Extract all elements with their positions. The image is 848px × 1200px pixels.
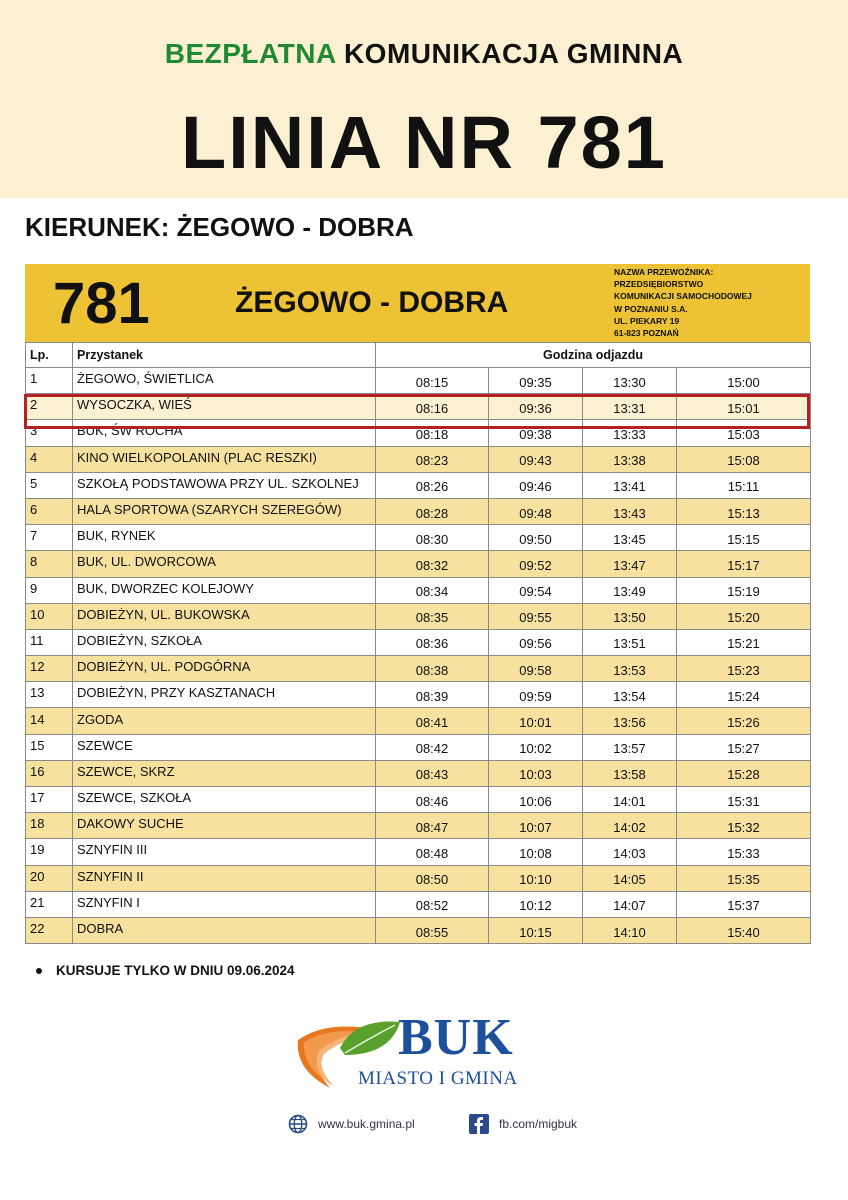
departure-time: 15:15 — [677, 525, 811, 551]
departure-time: 08:28 — [376, 498, 489, 524]
departure-time: 13:57 — [583, 734, 677, 760]
stop-name: BUK, RYNEK — [73, 525, 376, 551]
row-number: 15 — [26, 734, 73, 760]
departure-time: 08:30 — [376, 525, 489, 551]
stop-name: BUK, DWORZEC KOLEJOWY — [73, 577, 376, 603]
departure-time: 14:07 — [583, 891, 677, 917]
carrier-info — [614, 266, 752, 339]
table-row — [26, 446, 811, 472]
stop-name: KINO WIELKOPOLANIN (PLAC RESZKI) — [73, 446, 376, 472]
free-label: BEZPŁATNA — [164, 38, 336, 69]
departure-time: 09:35 — [489, 368, 583, 394]
logo-subtitle: MIASTO I GMINA — [358, 1068, 518, 1089]
carrier-line: PRZEDSIĘBIORSTWO — [614, 279, 704, 290]
departure-time: 09:59 — [489, 682, 583, 708]
facebook-icon — [469, 1114, 489, 1134]
departure-time: 15:17 — [677, 551, 811, 577]
table-row — [26, 760, 811, 786]
departure-time: 08:39 — [376, 682, 489, 708]
departure-time: 08:32 — [376, 551, 489, 577]
departure-time: 08:41 — [376, 708, 489, 734]
stop-name: DOBIEŻYN, UL. BUKOWSKA — [73, 603, 376, 629]
departure-time: 15:27 — [677, 734, 811, 760]
departure-time: 15:00 — [677, 368, 811, 394]
departure-time: 13:53 — [583, 656, 677, 682]
departure-time: 15:26 — [677, 708, 811, 734]
table-row — [26, 839, 811, 865]
departure-time: 13:30 — [583, 368, 677, 394]
departure-time: 08:50 — [376, 865, 489, 891]
row-number: 22 — [26, 917, 73, 943]
row-number: 20 — [26, 865, 73, 891]
departure-time: 15:20 — [677, 603, 811, 629]
departure-time: 09:36 — [489, 394, 583, 420]
logo-name: BUK — [398, 1009, 514, 1066]
page-title: LINIA NR 781 — [181, 101, 667, 184]
facebook-link[interactable] — [469, 1114, 577, 1134]
departure-time: 13:58 — [583, 760, 677, 786]
departure-time: 15:11 — [677, 472, 811, 498]
departure-time: 13:43 — [583, 498, 677, 524]
carrier-line: UL. PIEKARY 19 — [614, 315, 680, 326]
departure-time: 09:52 — [489, 551, 583, 577]
page-subtitle — [0, 38, 848, 70]
departure-time: 09:50 — [489, 525, 583, 551]
carrier-line: KOMUNIKACJI SAMOCHODOWEJ — [614, 291, 752, 302]
table-row — [26, 420, 811, 446]
line-number: 781 — [53, 271, 150, 336]
table-row — [26, 708, 811, 734]
departure-time: 13:33 — [583, 420, 677, 446]
departure-time: 13:41 — [583, 472, 677, 498]
departure-time: 14:10 — [583, 917, 677, 943]
row-number: 4 — [26, 446, 73, 472]
departure-time: 10:15 — [489, 917, 583, 943]
departure-time: 09:43 — [489, 446, 583, 472]
table-row — [26, 603, 811, 629]
departure-time: 15:03 — [677, 420, 811, 446]
departure-time: 15:28 — [677, 760, 811, 786]
departure-time: 15:23 — [677, 656, 811, 682]
stop-name: DOBIEŻYN, PRZY KASZTANACH — [73, 682, 376, 708]
departure-time: 08:46 — [376, 787, 489, 813]
table-row — [26, 787, 811, 813]
carrier-line: NAZWA PRZEWOŹNIKA: — [614, 267, 714, 277]
table-row — [26, 917, 811, 943]
departure-time: 13:49 — [583, 577, 677, 603]
departure-time: 08:16 — [376, 394, 489, 420]
departure-time: 14:02 — [583, 813, 677, 839]
departure-time: 09:48 — [489, 498, 583, 524]
departure-time: 14:03 — [583, 839, 677, 865]
column-header-row — [26, 343, 811, 368]
stop-name: HALA SPORTOWA (SZARYCH SZEREGÓW) — [73, 498, 376, 524]
departure-time: 08:43 — [376, 760, 489, 786]
departure-time: 10:10 — [489, 865, 583, 891]
departure-time: 15:21 — [677, 629, 811, 655]
stop-name: SZKOŁĄ PODSTAWOWA PRZY UL. SZKOLNEJ — [73, 472, 376, 498]
departure-time: 13:51 — [583, 629, 677, 655]
header-banner — [0, 0, 848, 198]
departure-time: 14:01 — [583, 787, 677, 813]
timetable-grid — [25, 342, 811, 944]
departure-time: 15:24 — [677, 682, 811, 708]
col-times: Godzina odjazdu — [376, 343, 811, 368]
row-number: 1 — [26, 368, 73, 394]
row-number: 19 — [26, 839, 73, 865]
departure-time: 08:26 — [376, 472, 489, 498]
timetable-header — [25, 264, 810, 342]
stop-name: SZNYFIN III — [73, 839, 376, 865]
table-row — [26, 891, 811, 917]
stop-name: SZEWCE, SKRZ — [73, 760, 376, 786]
row-number: 2 — [26, 394, 73, 420]
departure-time: 10:12 — [489, 891, 583, 917]
table-row — [26, 368, 811, 394]
departure-time: 13:54 — [583, 682, 677, 708]
stop-name: SZEWCE, SZKOŁA — [73, 787, 376, 813]
direction-label: KIERUNEK: ŻEGOWO - DOBRA — [25, 212, 414, 242]
departure-time: 08:23 — [376, 446, 489, 472]
globe-icon — [288, 1114, 308, 1134]
departure-time: 15:40 — [677, 917, 811, 943]
table-row — [26, 525, 811, 551]
carrier-line: 61-823 POZNAŃ — [614, 328, 679, 339]
communication-label: KOMUNIKACJA GMINNA — [343, 38, 684, 69]
facebook-text: fb.com/migbuk — [499, 1117, 578, 1131]
table-row — [26, 813, 811, 839]
table-row — [26, 498, 811, 524]
departure-time: 15:31 — [677, 787, 811, 813]
stop-name: DAKOWY SUCHE — [73, 813, 376, 839]
table-row — [26, 682, 811, 708]
stop-name: DOBRA — [73, 917, 376, 943]
departure-time: 10:01 — [489, 708, 583, 734]
departure-time: 15:19 — [677, 577, 811, 603]
departure-time: 15:32 — [677, 813, 811, 839]
stop-name: DOBIEŻYN, UL. PODGÓRNA — [73, 656, 376, 682]
departure-time: 13:56 — [583, 708, 677, 734]
row-number: 17 — [26, 787, 73, 813]
departure-time: 10:06 — [489, 787, 583, 813]
departure-time: 09:55 — [489, 603, 583, 629]
departure-time: 10:08 — [489, 839, 583, 865]
departure-time: 13:47 — [583, 551, 677, 577]
row-number: 11 — [26, 629, 73, 655]
stop-name: DOBIEŻYN, SZKOŁA — [73, 629, 376, 655]
departure-time: 08:42 — [376, 734, 489, 760]
row-number: 13 — [26, 682, 73, 708]
departure-time: 15:08 — [677, 446, 811, 472]
row-number: 5 — [26, 472, 73, 498]
stop-name: ZGODA — [73, 708, 376, 734]
bullet-icon — [36, 968, 42, 974]
departure-time: 14:05 — [583, 865, 677, 891]
departure-time: 08:36 — [376, 629, 489, 655]
table-row — [26, 865, 811, 891]
table-row — [26, 734, 811, 760]
departure-time: 09:46 — [489, 472, 583, 498]
departure-time: 10:07 — [489, 813, 583, 839]
row-number: 7 — [26, 525, 73, 551]
row-number: 18 — [26, 813, 73, 839]
stop-name: BUK, ŚW ROCHA — [73, 420, 376, 446]
departure-time: 08:48 — [376, 839, 489, 865]
note-text: KURSUJE TYLKO W DNIU 09.06.2024 — [56, 963, 295, 978]
departure-time: 13:50 — [583, 603, 677, 629]
table-row — [26, 394, 811, 420]
departure-time: 15:13 — [677, 498, 811, 524]
timetable — [25, 264, 810, 944]
website-link[interactable] — [288, 1114, 415, 1134]
departure-time: 15:35 — [677, 865, 811, 891]
row-number: 10 — [26, 603, 73, 629]
row-number: 12 — [26, 656, 73, 682]
row-number: 3 — [26, 420, 73, 446]
departure-time: 13:45 — [583, 525, 677, 551]
col-stop: Przystanek — [73, 343, 376, 368]
row-number: 9 — [26, 577, 73, 603]
departure-time: 09:58 — [489, 656, 583, 682]
row-number: 14 — [26, 708, 73, 734]
departure-time: 08:18 — [376, 420, 489, 446]
departure-time: 15:37 — [677, 891, 811, 917]
departure-time: 09:54 — [489, 577, 583, 603]
departure-time: 13:38 — [583, 446, 677, 472]
stop-name: SZNYFIN I — [73, 891, 376, 917]
departure-time: 09:38 — [489, 420, 583, 446]
departure-time: 08:47 — [376, 813, 489, 839]
stop-name: SZNYFIN II — [73, 865, 376, 891]
table-row — [26, 629, 811, 655]
departure-time: 08:15 — [376, 368, 489, 394]
table-row — [26, 472, 811, 498]
route-name: ŻEGOWO - DOBRA — [235, 286, 509, 319]
departure-time: 08:38 — [376, 656, 489, 682]
departure-time: 10:03 — [489, 760, 583, 786]
departure-time: 08:34 — [376, 577, 489, 603]
row-number: 21 — [26, 891, 73, 917]
departure-time: 13:31 — [583, 394, 677, 420]
departure-time: 08:35 — [376, 603, 489, 629]
table-row — [26, 656, 811, 682]
stop-name: SZEWCE — [73, 734, 376, 760]
table-row — [26, 551, 811, 577]
departure-time: 08:55 — [376, 917, 489, 943]
service-note — [36, 963, 295, 978]
carrier-line: W POZNANIU S.A. — [614, 303, 688, 314]
departure-time: 15:01 — [677, 394, 811, 420]
row-number: 16 — [26, 760, 73, 786]
departure-time: 10:02 — [489, 734, 583, 760]
col-lp: Lp. — [26, 343, 73, 368]
row-number: 8 — [26, 551, 73, 577]
website-text: www.buk.gmina.pl — [318, 1117, 415, 1131]
departure-time: 15:33 — [677, 839, 811, 865]
table-row — [26, 577, 811, 603]
departure-time: 09:56 — [489, 629, 583, 655]
departure-time: 08:52 — [376, 891, 489, 917]
row-number: 6 — [26, 498, 73, 524]
stop-name: WYSOCZKA, WIEŚ — [73, 394, 376, 420]
stop-name: ŻEGOWO, ŚWIETLICA — [73, 368, 376, 394]
stop-name: BUK, UL. DWORCOWA — [73, 551, 376, 577]
